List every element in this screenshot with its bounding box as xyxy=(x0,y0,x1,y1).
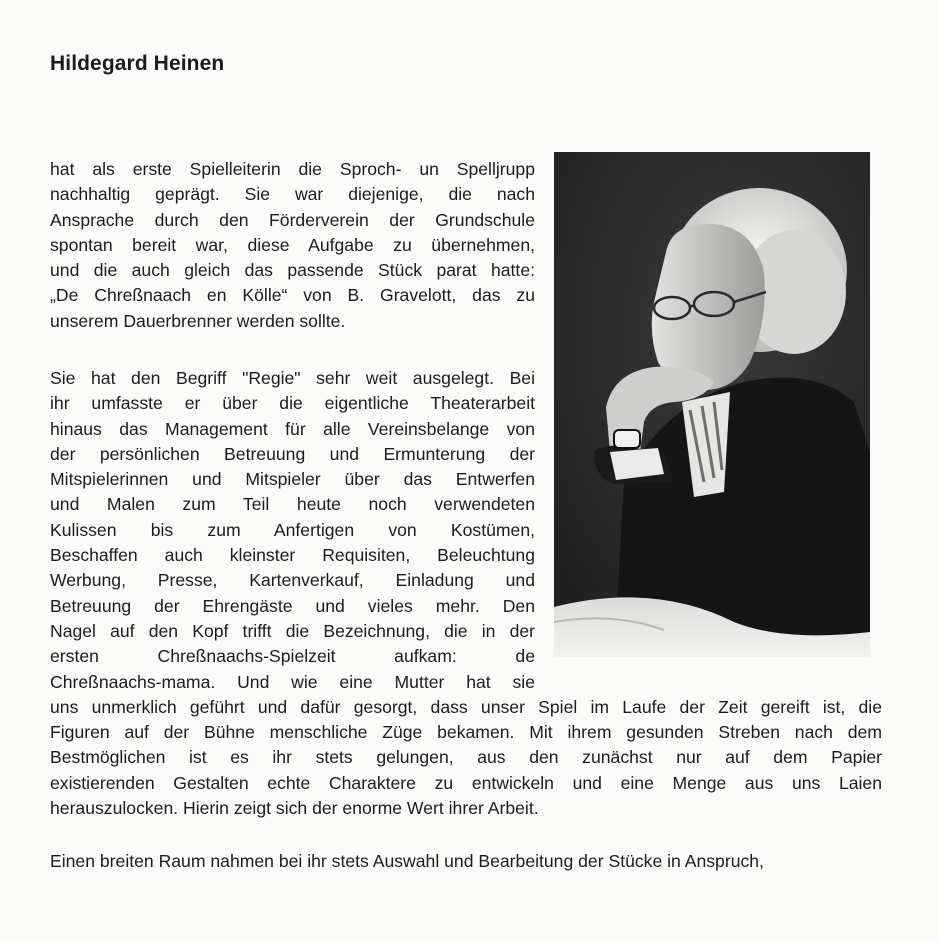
text-line: und Malen zum Teil heute noch verwendeten xyxy=(50,494,535,515)
text-line: Figuren auf der Bühne menschliche Züge bekamen. Mit ihrem gesunden Streben nach dem xyxy=(50,722,882,743)
portrait-photo xyxy=(554,152,870,657)
text-line: unserem Dauerbrenner werden sollte. xyxy=(50,310,346,331)
text-line: Beschaffen auch kleinster Requisiten, Beleuchtung xyxy=(50,545,535,566)
text-line: nachhaltig geprägt. Sie war diejenige, die nach xyxy=(50,184,535,205)
text-line: ihr umfasste er über die eigentliche Theaterarbeit xyxy=(50,393,535,414)
paragraph-selection xyxy=(50,849,764,874)
text-line: Mitspielerinnen und Mitspieler über das Entwerfen xyxy=(50,469,535,490)
paragraph-intro xyxy=(50,157,535,334)
text-line: ersten Chreßnaachs-Spielzeit aufkam: de xyxy=(50,646,535,667)
text-line: der persönlichen Betreuung und Ermunterung der xyxy=(50,443,535,464)
text-line: herauszulocken. Hierin zeigt sich der enorme Wert ihrer Arbeit. xyxy=(50,798,539,819)
text-line: Einen breiten Raum nahmen bei ihr stets Auswahl und Bearbeitung der Stücke in Anspruch, xyxy=(50,851,764,871)
page-title: Hildegard Heinen xyxy=(50,52,225,75)
text-line: und die auch gleich das passende Stück parat hatte: xyxy=(50,260,535,281)
text-line: existierenden Gestalten echte Charaktere zu entwickeln und eine Menge aus uns Laien xyxy=(50,772,882,793)
paragraph-direction xyxy=(50,366,882,821)
text-line: hinaus das Management für alle Vereinsbelange von xyxy=(50,418,535,439)
text-line: uns unmerklich geführt und dafür gesorgt, dass unser Spiel im Laufe der Zeit gereift ist, die xyxy=(50,696,882,717)
text-line: spontan bereit war, diese Aufgabe zu übernehmen, xyxy=(50,234,535,255)
text-line: Kulissen bis zum Anfertigen von Kostümen, xyxy=(50,519,535,540)
text-line: Werbung, Presse, Kartenverkauf, Einladung und xyxy=(50,570,535,591)
text-line: Bestmöglichen ist es ihr stets gelungen, aus den zunächst nur auf dem Papier xyxy=(50,747,882,768)
text-line: Betreuung der Ehrengäste und vieles mehr. Den xyxy=(50,595,535,616)
text-line: Ansprache durch den Förderverein der Grundschule xyxy=(50,209,535,230)
text-line: „De Chreßnaach en Kölle“ von B. Gravelott, das zu xyxy=(50,285,535,306)
text-line: hat als erste Spielleiterin die Sproch- un Spelljrupp xyxy=(50,159,535,179)
text-line: Sie hat den Begriff "Regie" sehr weit ausgelegt. Bei xyxy=(50,368,535,388)
text-line: Chreßnaachs-mama. Und wie eine Mutter hat sie xyxy=(50,671,535,692)
text-line: Nagel auf den Kopf trifft die Bezeichnung, die in der xyxy=(50,620,535,641)
